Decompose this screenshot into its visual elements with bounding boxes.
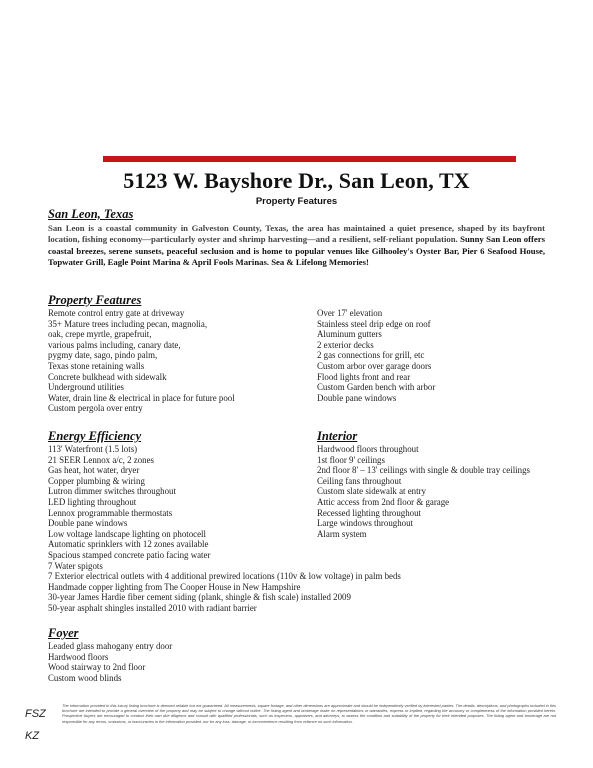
list-item: Double pane windows	[48, 518, 128, 529]
list-item: Attic access from 2nd floor & garage	[317, 496, 450, 507]
list-item: LED lighting throughout	[48, 496, 137, 507]
list-item: Hardwood floors	[48, 651, 109, 662]
list-item: 2 gas connections for grill, etc	[317, 350, 425, 361]
list-item: Lennox programmable thermostats	[48, 507, 173, 518]
list-item: Over 17' elevation	[317, 308, 383, 318]
list-item: 50-year asphalt shingles installed 2010 with radiant barrier	[48, 602, 257, 613]
list-item: Underground utilities	[48, 382, 125, 393]
footer-disclaimer: The information provided in this luxury listing brochure is deemed reliable but not guaranteed. All measurements, square footage, and other dimensions are approximate and should be independently verified by interested parties. The details, descriptions, and photographs included in this brochure are intended to provide a general overview of the property and may be subject to change without notice. The listing agent and brokerage make no representations or warranties, express or implied, regarding the accuracy or completeness of the information provided herein. Prospective buyers are encouraged to conduct their own due diligence and consult with qualified professionals, such as inspectors, appraisers, and attorneys, to assess the condition and suitability of the property for their intended purposes. The listing agent and brokerage are not responsible for any errors, omissions, or inaccuracies in the information provided, nor for any loss, damage, or inconvenience resulting from reliance on such information.	[62, 703, 556, 724]
list-item: Flood lights front and rear	[317, 371, 411, 382]
list-item: Aluminum gutters	[317, 329, 382, 340]
intro-heading: San Leon, Texas	[48, 207, 134, 221]
intro-text-emphasis: Sunny San Leon offers coastal breezes, serene sunsets, peaceful seclusion and is home to popular venues like Gilhooley's Oyster Bar, Pier 6 Seafood House, Topwater Grill, Eagle Point Marina & April Fools Marinas. Sea & Lifelong Memories!	[48, 234, 545, 267]
list-item: Large windows throughout	[317, 518, 413, 529]
list-item: Gas heat, hot water, dryer	[48, 465, 140, 476]
list-item: Concrete bulkhead with sidewalk	[48, 371, 167, 382]
list-item: 35+ Mature trees including pecan, magnolia,	[48, 318, 208, 329]
list-item: various palms including, canary date,	[48, 339, 181, 350]
list-item: oak, crepe myrtle, grapefruit,	[48, 329, 152, 340]
interior-list	[317, 444, 530, 539]
list-item: Texas stone retaining walls	[48, 360, 145, 371]
foyer-list	[48, 641, 172, 683]
property-features-heading: Property Features	[48, 293, 142, 307]
list-item: Lutron dimmer switches throughout	[48, 486, 176, 497]
list-item: Recessed lighting throughout	[317, 507, 422, 518]
header-red-rule	[103, 156, 516, 162]
list-item: Remote control entry gate at driveway	[48, 308, 185, 318]
list-item: Ceiling fans throughout	[317, 475, 402, 486]
list-item: Leaded glass mahogany entry door	[48, 641, 173, 651]
list-item: Handmade copper lighting from The Cooper House in New Hampshire	[48, 581, 301, 592]
list-item: 30-year James Hardie fiber cement siding (plank, shingle & fish scale) installed 2009	[48, 592, 351, 603]
property-features-left-list	[48, 308, 235, 414]
list-item: Custom slate sidewalk at entry	[317, 486, 426, 497]
logo-line-1: FSZ	[25, 708, 46, 720]
page-title: 5123 W. Bayshore Dr., San Leon, TX	[123, 168, 470, 193]
list-item: Double pane windows	[317, 392, 397, 403]
energy-efficiency-heading: Energy Efficiency	[48, 429, 142, 443]
list-item: 7 Water spigots	[48, 560, 103, 571]
foyer-heading: Foyer	[48, 626, 79, 640]
list-item: 21 SEER Lennox a/c, 2 zones	[48, 454, 154, 465]
list-item: 1st floor 9' ceilings	[317, 454, 385, 465]
list-item: Custom wood blinds	[48, 672, 122, 683]
list-item: 7 Exterior electrical outlets with 4 additional prewired locations (110v & low voltage) in palm beds	[48, 571, 401, 582]
list-item: Spacious stamped concrete patio facing water	[48, 549, 211, 560]
list-item: Custom arbor over garage doors	[317, 360, 432, 371]
list-item: 113' Waterfront (1.5 lots)	[48, 444, 138, 454]
list-item: Custom Garden bench with arbor	[317, 382, 436, 393]
page-subtitle: Property Features	[255, 196, 338, 207]
list-item: Stainless steel drip edge on roof	[317, 318, 431, 329]
list-item: Hardwood floors throughout	[317, 444, 419, 454]
logo-line-2: KZ	[25, 730, 40, 742]
list-item: Low voltage landscape lighting on photocell	[48, 528, 206, 539]
list-item: 2 exterior decks	[317, 339, 374, 350]
intro-text: San Leon is a coastal community in Galveston County, Texas, the area has maintained a quiet presence, shaped by its bayfront location, fishing economy—particularly oyster and shrimp harvesting—and a resilient, self-reliant population.	[48, 223, 545, 245]
list-item: pygmy date, sago, pindo palm,	[48, 350, 158, 361]
list-item: Alarm system	[317, 528, 367, 539]
list-item: Copper plumbing & wiring	[48, 475, 145, 486]
list-item: Custom pergola over entry	[48, 403, 143, 414]
interior-heading: Interior	[317, 429, 358, 443]
list-item: 2nd floor 8' – 13' ceilings with single & double tray ceilings	[317, 465, 530, 476]
list-item: Water, drain line & electrical in place for future pool	[48, 392, 235, 403]
list-item: Wood stairway to 2nd floor	[48, 662, 146, 673]
brokerage-logo	[25, 703, 55, 747]
list-item: Automatic sprinklers with 12 zones available	[48, 539, 209, 550]
intro-paragraph	[48, 223, 545, 268]
property-features-right-list	[317, 308, 435, 403]
